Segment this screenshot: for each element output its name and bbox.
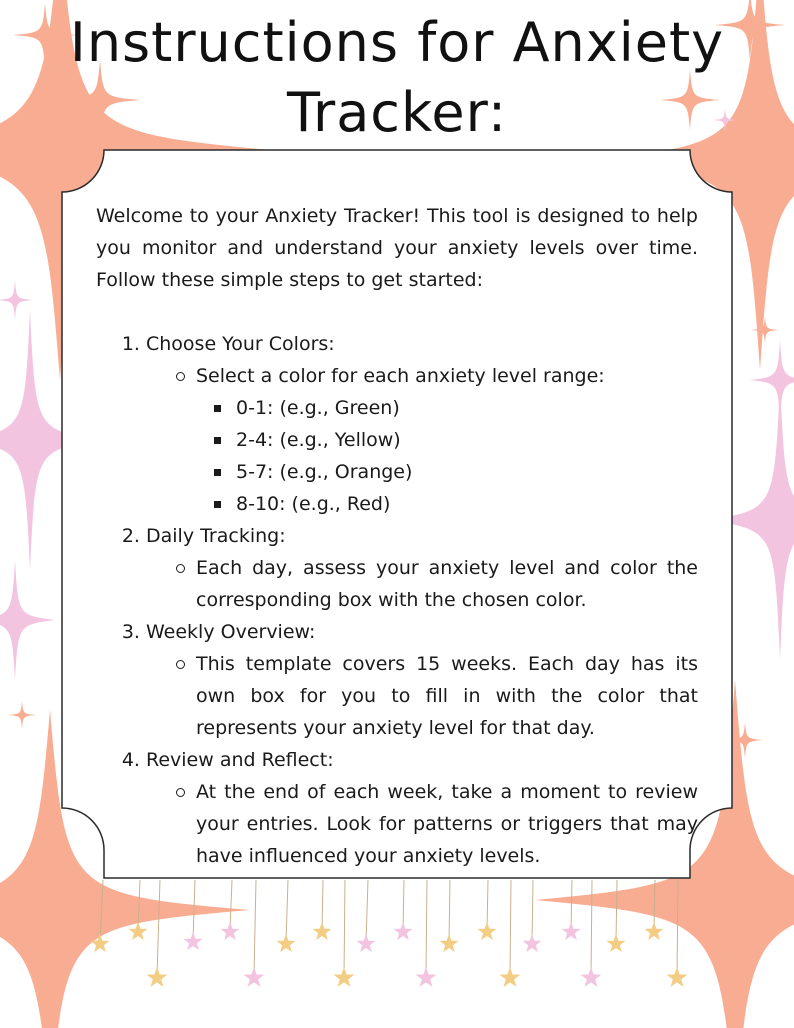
step-daily-tracking — [146, 520, 698, 616]
step-heading: Review and Reflect: — [146, 749, 334, 771]
anxiety-range-list — [196, 392, 698, 520]
page-title — [0, 8, 794, 148]
page-title-line-2: Tracker: — [286, 81, 508, 144]
step-bullet: At the end of each week, take a moment to review your entries. Look for patterns or triggers that may have influenced your anxiety levels. — [174, 776, 698, 872]
page-title-line-1: Instructions for Anxiety — [69, 11, 725, 74]
step-review-reflect — [146, 744, 698, 872]
step-weekly-overview — [146, 616, 698, 744]
step-choose-colors — [146, 328, 698, 520]
steps-list — [96, 328, 698, 872]
step-bullet: This template covers 15 weeks. Each day has its own box for you to fill in with the color that represents your anxiety level for that day. — [174, 648, 698, 744]
step-heading: Choose Your Colors: — [146, 333, 335, 355]
range-item: 0-1: (e.g., Green) — [214, 392, 698, 424]
instructions-body — [96, 200, 698, 872]
step-bullet: Select a color for each anxiety level range: 0-1: (e.g., Green) 2-4: (e.g., Yellow) 5-7: (e.g., Orange) 8-10: (e.g., Red) — [174, 360, 698, 520]
step-bullet: Each day, assess your anxiety level and color the corresponding box with the chosen color. — [174, 552, 698, 616]
range-item: 5-7: (e.g., Orange) — [214, 456, 698, 488]
range-item: 2-4: (e.g., Yellow) — [214, 424, 698, 456]
step-heading: Weekly Overview: — [146, 621, 316, 643]
intro-paragraph: Welcome to your Anxiety Tracker! This tool is designed to help you monitor and understand your anxiety levels over time. Follow these simple steps to get started: — [96, 205, 698, 291]
range-item: 8-10: (e.g., Red) — [214, 488, 698, 520]
step-heading: Daily Tracking: — [146, 525, 286, 547]
